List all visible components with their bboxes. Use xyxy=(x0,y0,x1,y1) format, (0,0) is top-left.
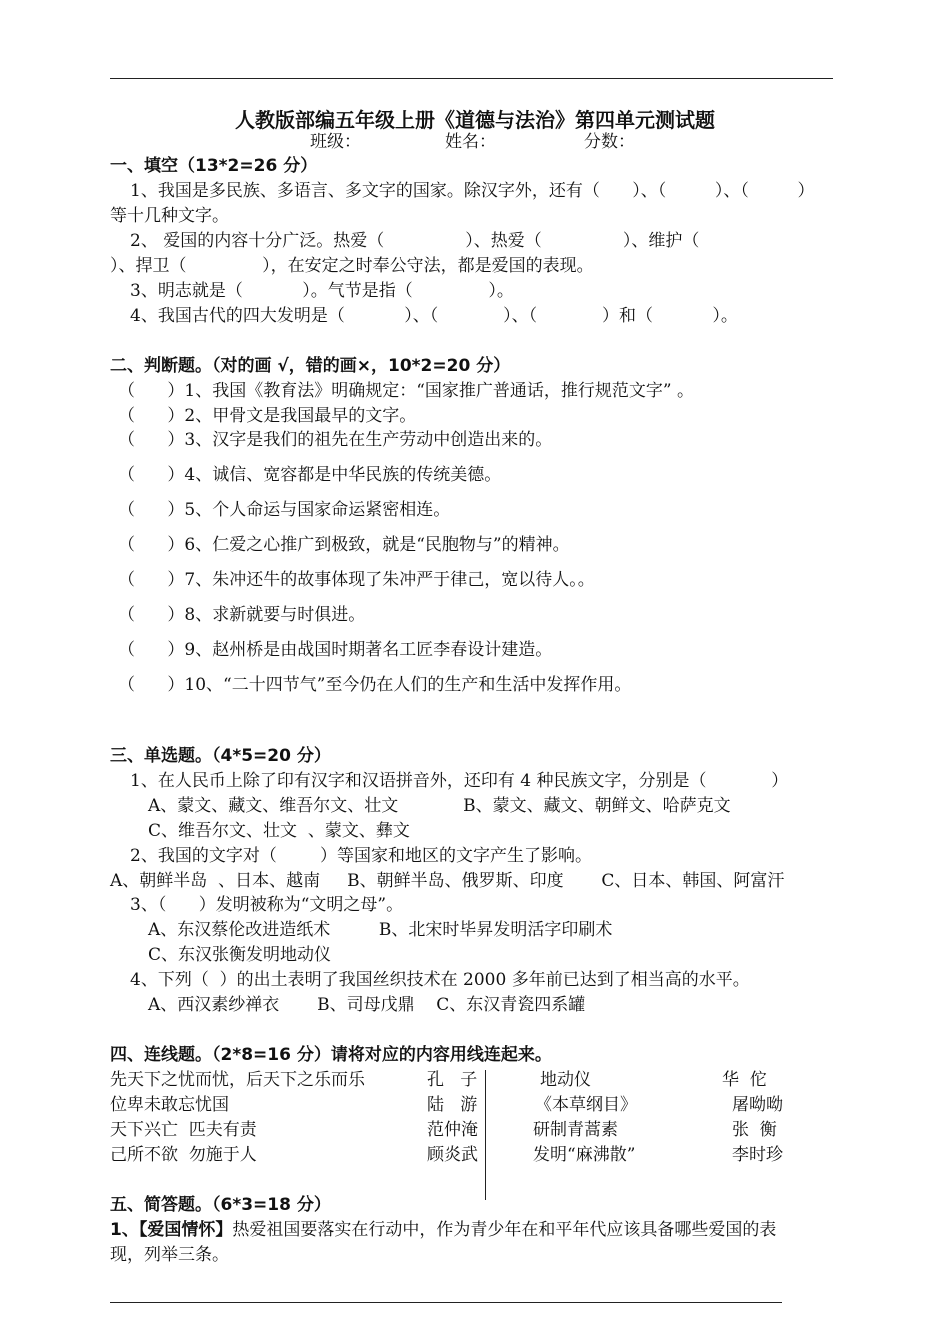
top-rule xyxy=(110,78,833,79)
mc-line: C、东汉张衡发明地动仪 xyxy=(148,945,332,965)
match-scientist: 华 佗 xyxy=(722,1070,767,1090)
match-achievement: 《本草纲目》 xyxy=(535,1095,637,1115)
match-scientist: 李时珍 xyxy=(732,1145,783,1165)
match-quote: 位卑未敢忘忧国 xyxy=(110,1095,229,1115)
class-label: 班级： xyxy=(310,132,361,152)
name-label: 姓名： xyxy=(445,132,496,152)
q1-tag: 1、【爱国情怀】 xyxy=(110,1220,233,1240)
short-answer-q1-cont: 现，列举三条。 xyxy=(110,1245,229,1265)
mc-line: 1、在人民币上除了印有汉字和汉语拼音外，还印有 4 种民族文字，分别是（ ） xyxy=(130,771,789,791)
judge-item: （ ）2、甲骨文是我国最早的文字。 xyxy=(118,406,417,426)
match-achievement: 发明“麻沸散” xyxy=(533,1145,636,1165)
match-scientist: 张 衡 xyxy=(732,1120,777,1140)
short-answer-q1 xyxy=(110,1219,776,1241)
mc-line: 2、我国的文字对（ ）等国家和地区的文字产生了影响。 xyxy=(130,846,593,866)
s1-line: 2、 爱国的内容十分广泛。热爱（ ）、热爱（ ）、维护（ xyxy=(130,231,700,251)
section3-heading: 三、单选题。（4*5=20 分） xyxy=(110,746,331,766)
judge-item: （ ）3、汉字是我们的祖先在生产劳动中创造出来的。 xyxy=(118,430,553,450)
mc-line: A、东汉蔡伦改进造纸术 B、北宋时毕昇发明活字印刷术 xyxy=(148,920,613,940)
s1-line: ）、捍卫（ ），在安定之时奉公守法，都是爱国的表现。 xyxy=(110,256,594,276)
match-person: 孔 子 xyxy=(427,1070,478,1090)
mc-line: C、维吾尔文、壮文 、蒙文、彝文 xyxy=(148,821,410,841)
judge-item: （ ）10、“二十四节气”至今仍在人们的生产和生活中发挥作用。 xyxy=(118,675,632,695)
judge-item: （ ）7、朱冲还牛的故事体现了朱冲严于律己，宽以待人。。 xyxy=(118,570,595,590)
match-person: 陆 游 xyxy=(427,1095,478,1115)
column-divider xyxy=(485,1070,486,1200)
section5-heading: 五、简答题。（6*3=18 分） xyxy=(110,1195,331,1215)
section4-heading: 四、连线题。（2*8=16 分）请将对应的内容用线连起来。 xyxy=(110,1045,552,1065)
match-scientist: 屠呦呦 xyxy=(732,1095,783,1115)
q1-text: 热爱祖国要落实在行动中，作为青少年在和平年代应该具备哪些爱国的表 xyxy=(232,1220,777,1240)
s1-line: 等十几种文字。 xyxy=(110,206,229,226)
match-quote: 先天下之忧而忧，后天下之乐而乐 xyxy=(110,1070,365,1090)
mc-line: A、西汉素纱禅衣 B、司母戊鼎 C、东汉青瓷四系罐 xyxy=(148,995,586,1015)
judge-item: （ ）4、诚信、宽容都是中华民族的传统美德。 xyxy=(118,465,502,485)
section1-heading: 一、填空（13*2=26 分） xyxy=(110,156,318,176)
judge-item: （ ）9、赵州桥是由战国时期著名工匠李春设计建造。 xyxy=(118,640,553,660)
s1-line: 4、我国古代的四大发明是（ ）、（ ）、（ ）和（ ）。 xyxy=(130,306,738,326)
judge-item: （ ）1、我国《教育法》明确规定：“国家推广普通话，推行规范文字” 。 xyxy=(118,381,695,401)
match-person: 顾炎武 xyxy=(427,1145,478,1165)
match-person: 范仲淹 xyxy=(427,1120,478,1140)
match-quote: 天下兴亡 匹夫有责 xyxy=(110,1120,257,1140)
match-achievement: 研制青蒿素 xyxy=(533,1120,618,1140)
mc-line: 4、下列（ ）的出土表明了我国丝织技术在 2000 多年前已达到了相当高的水平。 xyxy=(130,970,750,990)
mc-line: A、蒙文、藏文、维吾尔文、壮文 B、蒙文、藏文、朝鲜文、哈萨克文 xyxy=(148,796,731,816)
judge-item: （ ）8、求新就要与时俱进。 xyxy=(118,605,366,625)
judge-item: （ ）5、个人命运与国家命运紧密相连。 xyxy=(118,500,451,520)
match-quote: 己所不欲 勿施于人 xyxy=(110,1145,257,1165)
judge-item: （ ）6、仁爱之心推广到极致，就是“民胞物与”的精神。 xyxy=(118,535,570,555)
bottom-rule xyxy=(110,1302,782,1303)
s1-line: 1、我国是多民族、多语言、多文字的国家。除汉字外，还有（ ）、（ ）、（ ） xyxy=(130,181,815,201)
score-label: 分数： xyxy=(584,132,635,152)
match-achievement: 地动仪 xyxy=(540,1070,591,1090)
section2-heading: 二、判断题。（对的画 √，错的画×，10*2=20 分） xyxy=(110,356,511,376)
mc-line: 3、（ ）发明被称为“文明之母”。 xyxy=(130,895,404,915)
page-title: 人教版部编五年级上册《道德与法治》第四单元测试题 xyxy=(235,108,715,132)
s1-line: 3、明志就是（ ）。气节是指（ ）。 xyxy=(130,281,514,301)
mc-line: A、朝鲜半岛 、日本、越南 B、朝鲜半岛、俄罗斯、印度 C、日本、韩国、阿富汗 xyxy=(110,871,785,891)
